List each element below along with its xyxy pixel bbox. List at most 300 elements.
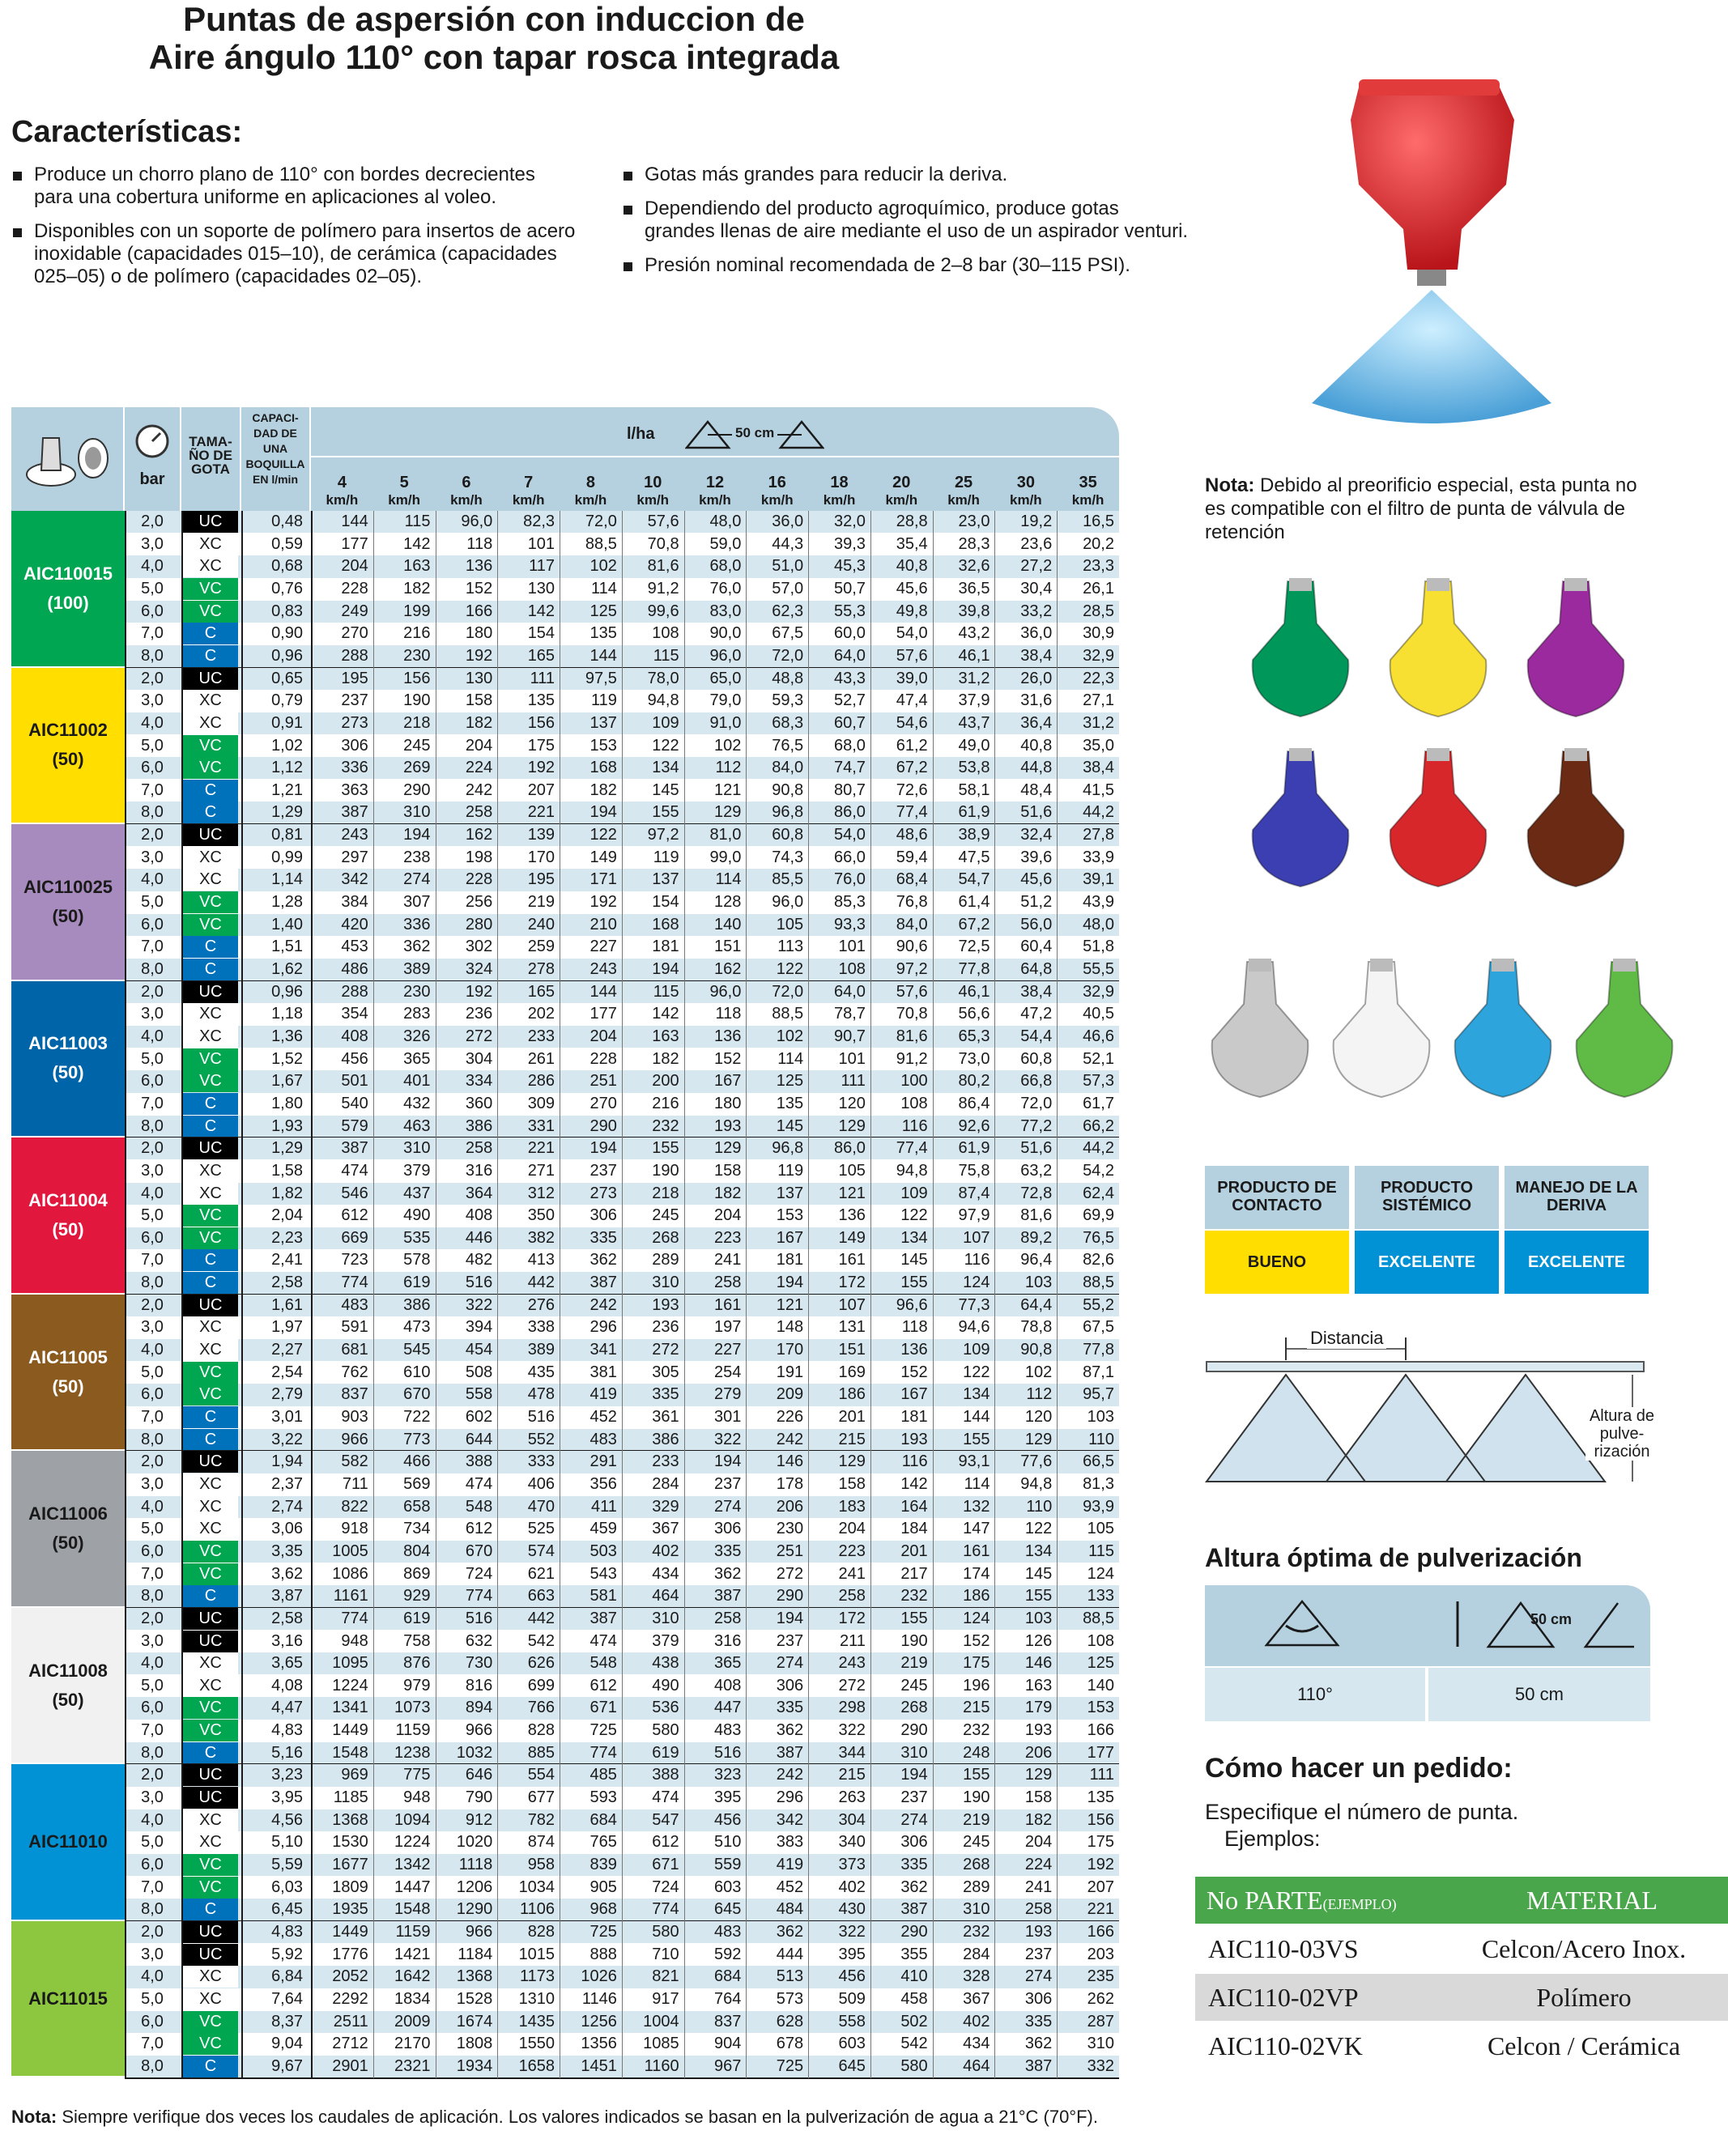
pressure-cell: 6,0: [141, 759, 164, 777]
rate-cell: 365: [714, 1654, 742, 1673]
rate-cell: 36,4: [1020, 713, 1053, 732]
rate-cell: 408: [714, 1676, 742, 1695]
rate-cell: 438: [652, 1654, 679, 1673]
capacity-cell: 1,02: [271, 736, 303, 755]
rate-cell: 85,5: [772, 870, 804, 889]
rate-cell: 38,4: [1083, 759, 1114, 777]
droplet-size-badge: C: [183, 1093, 238, 1115]
pressure-cell: 6,0: [141, 1385, 164, 1404]
pressure-cell: 8,0: [141, 1430, 164, 1448]
nozzle-group-label: AIC11005 (50): [11, 1295, 125, 1452]
nozzle-tip-image: [1563, 955, 1684, 1109]
rate-cell: 632: [465, 1631, 493, 1650]
rate-cell: 38,4: [1020, 646, 1053, 665]
rate-cell: 456: [714, 1810, 742, 1829]
rate-cell: 194: [589, 803, 617, 822]
rate-cell: 130: [527, 579, 555, 597]
rate-cell: 645: [714, 1900, 742, 1919]
capacity-cell: 0,76: [271, 579, 303, 597]
rate-cell: 170: [527, 848, 555, 866]
rate-cell: 774: [341, 1609, 368, 1627]
rate-cell: 78,7: [833, 1005, 866, 1023]
column-divider: [1057, 511, 1058, 2078]
rate-cell: 336: [403, 915, 431, 933]
rate-cell: 147: [963, 1520, 990, 1538]
pressure-cell: 5,0: [141, 1363, 164, 1381]
rate-cell: 81,6: [1020, 1206, 1053, 1225]
droplet-size-badge: XC: [183, 1316, 238, 1338]
pressure-cell: 4,0: [141, 1654, 164, 1673]
rate-cell: 194: [776, 1609, 804, 1627]
rate-cell: 335: [714, 1542, 742, 1560]
rate-cell: 35,0: [1083, 736, 1114, 755]
rate-cell: 149: [589, 848, 617, 866]
rate-cell: 111: [530, 669, 555, 687]
rate-cell: 251: [589, 1072, 617, 1091]
rate-cell: 243: [341, 826, 368, 844]
rate-cell: 581: [589, 1587, 617, 1605]
rate-cell: 289: [652, 1251, 679, 1269]
rate-cell: 190: [403, 691, 431, 710]
rate-cell: 245: [403, 736, 431, 755]
nozzle-tip-image: [1377, 575, 1498, 729]
rate-cell: 199: [403, 602, 431, 620]
rate-cell: 804: [403, 1542, 431, 1560]
rate-cell: 279: [714, 1385, 742, 1404]
rate-cell: 170: [776, 1341, 804, 1359]
rate-cell: 193: [1024, 1721, 1053, 1740]
pressure-cell: 6,0: [141, 1228, 164, 1247]
droplet-size-badge: VC: [183, 601, 238, 623]
rate-cell: 593: [589, 1788, 617, 1807]
rate-cell: 146: [776, 1452, 804, 1471]
rate-cell: 46,1: [958, 982, 990, 1001]
rate-cell: 209: [776, 1385, 804, 1404]
rate-cell: 1106: [520, 1900, 555, 1919]
capacity-cell: 5,59: [271, 1856, 303, 1873]
rate-cell: 39,6: [1020, 848, 1053, 866]
rate-cell: 39,3: [833, 534, 866, 553]
rate-cell: 226: [776, 1408, 804, 1426]
feature-item: Presión nominal recomendada de 2–8 bar (30–115 PSI).: [622, 254, 1189, 277]
rate-cell: 525: [527, 1520, 555, 1538]
pressure-cell: 8,0: [141, 1743, 164, 1762]
rate-cell: 131: [838, 1318, 866, 1337]
capacity-cell: 3,95: [271, 1788, 303, 1807]
rate-cell: 1530: [332, 1833, 368, 1852]
rate-cell: 39,0: [896, 669, 928, 687]
feature-item: Dependiendo del producto agroquímico, produce gotas grandes llenas de aire mediante el uso de un aspirador venturi.: [622, 198, 1189, 243]
rate-cell: 290: [589, 1116, 617, 1135]
rate-cell: 177: [589, 1005, 617, 1023]
pressure-cell: 7,0: [141, 1877, 164, 1896]
rate-cell: 1015: [518, 1945, 555, 1963]
rate-cell: 272: [465, 1027, 493, 1045]
rate-cell: 90,0: [709, 624, 742, 643]
rate-cell: 145: [652, 780, 679, 799]
rate-cell: 129: [838, 1452, 866, 1471]
rate-cell: 57,6: [896, 646, 928, 665]
compatibility-note: Nota: Debido al preorificio especial, esta punta no es compatible con el filtro de punta de válvula de retención: [1205, 474, 1637, 543]
rate-cell: 215: [838, 1766, 866, 1784]
column-divider: [311, 511, 313, 2078]
rate-cell: 383: [776, 1833, 804, 1852]
rate-cell: 338: [527, 1318, 555, 1337]
rate-cell: 87,4: [958, 1184, 990, 1202]
rate-cell: 181: [900, 1408, 928, 1426]
droplet-size-badge: XC: [183, 1496, 238, 1518]
rate-cell: 111: [841, 1072, 866, 1091]
rate-cell: 258: [1024, 1900, 1053, 1919]
perf-value-deriva: EXCELENTE: [1505, 1231, 1649, 1294]
rate-cell: 211: [840, 1631, 866, 1650]
speed-header: 25 km/h: [947, 474, 980, 508]
rate-cell: 66,8: [1020, 1072, 1053, 1091]
rate-cell: 96,0: [709, 982, 742, 1001]
rate-cell: 904: [714, 2035, 742, 2053]
perf-header-deriva: MANEJO DE LA DERIVA: [1505, 1166, 1649, 1229]
lha-header: l/ha 50 cm: [311, 407, 1119, 456]
rate-cell: 217: [900, 1564, 928, 1583]
rate-cell: 135: [589, 624, 617, 643]
droplet-size-badge: UC: [183, 511, 238, 533]
rate-cell: 72,0: [1020, 1094, 1053, 1112]
rate-cell: 43,2: [958, 624, 990, 643]
rate-cell: 232: [900, 1587, 928, 1605]
rate-cell: 394: [465, 1318, 493, 1337]
rate-cell: 447: [714, 1699, 742, 1717]
rate-cell: 790: [465, 1788, 493, 1807]
rate-cell: 284: [652, 1474, 679, 1493]
rate-cell: 163: [1024, 1676, 1053, 1695]
column-divider: [746, 511, 747, 2078]
rate-cell: 79,0: [709, 691, 742, 710]
rate-cell: 569: [403, 1474, 431, 1493]
rate-cell: 40,5: [1083, 1005, 1114, 1023]
droplet-size-badge: C: [183, 802, 238, 823]
capacity-cell: 3,35: [271, 1542, 303, 1560]
rate-cell: 764: [714, 1989, 742, 2008]
rate-cell: 501: [341, 1072, 368, 1091]
rate-cell: 545: [403, 1341, 431, 1359]
rate-cell: 335: [589, 1228, 617, 1247]
speed-header: 12 km/h: [699, 474, 731, 508]
rate-cell: 386: [465, 1116, 493, 1135]
rate-cell: 163: [403, 557, 431, 576]
rate-cell: 699: [527, 1676, 555, 1695]
rate-cell: 430: [838, 1900, 866, 1919]
rate-cell: 516: [527, 1408, 555, 1426]
rate-cell: 140: [1087, 1676, 1114, 1695]
capacity-cell: 0,83: [271, 602, 303, 620]
rate-cell: 158: [465, 691, 493, 710]
capacity-header: CAPACI-DAD DE UNA BOQUILLA EN l/min: [241, 407, 311, 511]
rate-cell: 379: [403, 1161, 431, 1180]
rate-cell: 44,8: [1020, 759, 1053, 777]
rate-cell: 155: [1024, 1587, 1053, 1605]
rate-cell: 305: [652, 1363, 679, 1381]
droplet-size-badge: VC: [183, 1563, 238, 1585]
rate-cell: 573: [776, 1989, 804, 2008]
rate-cell: 145: [900, 1251, 928, 1269]
capacity-cell: 1,61: [271, 1295, 303, 1314]
capacity-cell: 1,51: [271, 938, 303, 956]
droplet-size-badge: C: [183, 1585, 238, 1607]
capacity-cell: 2,37: [271, 1474, 303, 1493]
droplet-size-badge: XC: [183, 869, 238, 891]
rate-cell: 2170: [394, 2035, 431, 2053]
droplet-size-badge: C: [183, 1742, 238, 1764]
rate-cell: 111: [1089, 1766, 1114, 1784]
rate-cell: 388: [652, 1766, 679, 1784]
rate-cell: 306: [900, 1833, 928, 1852]
capacity-cell: 3,06: [271, 1520, 303, 1538]
rate-cell: 198: [465, 848, 493, 866]
pressure-cell: 2,0: [141, 512, 164, 530]
rate-cell: 51,0: [772, 557, 804, 576]
rate-cell: 91,2: [896, 1049, 928, 1068]
rate-cell: 107: [963, 1228, 990, 1247]
nozzle-group-label: AIC11002 (50): [11, 668, 125, 825]
rate-cell: 81,3: [1083, 1474, 1114, 1493]
rate-cell: 152: [900, 1363, 928, 1381]
rate-cell: 47,2: [1020, 1005, 1053, 1023]
rate-cell: 558: [838, 2012, 866, 2031]
rate-cell: 272: [652, 1341, 679, 1359]
rate-cell: 99,0: [709, 848, 742, 866]
rate-cell: 77,6: [1020, 1452, 1053, 1471]
rate-cell: 77,2: [1020, 1116, 1053, 1135]
rate-cell: 658: [403, 1497, 431, 1516]
rate-cell: 1184: [458, 1945, 493, 1963]
rate-cell: 310: [1087, 2035, 1114, 2053]
rate-cell: 603: [714, 1877, 742, 1896]
rate-cell: 223: [714, 1228, 742, 1247]
rate-cell: 389: [527, 1341, 555, 1359]
rate-cell: 929: [403, 1587, 431, 1605]
capacity-cell: 2,41: [271, 1251, 303, 1269]
rate-cell: 361: [652, 1408, 679, 1426]
rate-cell: 323: [714, 1766, 742, 1784]
nozzle-tip-image: [1377, 745, 1498, 899]
droplet-size-badge: VC: [183, 1362, 238, 1384]
rate-cell: 966: [465, 1721, 493, 1740]
rate-cell: 289: [963, 1877, 990, 1896]
rate-cell: 828: [527, 1922, 555, 1941]
rate-cell: 161: [963, 1542, 990, 1560]
capacity-cell: 1,80: [271, 1094, 303, 1112]
rate-cell: 158: [838, 1474, 866, 1493]
pressure-cell: 8,0: [141, 646, 164, 665]
rate-cell: 118: [715, 1005, 742, 1023]
rate-cell: 1160: [644, 2056, 679, 2075]
capacity-cell: 1,14: [271, 870, 303, 889]
spray-angle-icon: [1253, 1597, 1351, 1653]
rate-cell: 540: [341, 1094, 368, 1112]
rate-cell: 175: [1087, 1833, 1114, 1852]
rate-cell: 387: [900, 1900, 928, 1919]
rate-cell: 43,9: [1083, 893, 1114, 912]
rate-cell: 137: [589, 713, 617, 732]
rate-cell: 91,2: [647, 579, 679, 597]
pressure-cell: 5,0: [141, 579, 164, 597]
rate-cell: 490: [403, 1206, 431, 1225]
rate-cell: 39,1: [1083, 870, 1114, 889]
rate-cell: 453: [341, 938, 368, 956]
droplet-size-badge: VC: [183, 1720, 238, 1741]
rate-cell: 60,8: [772, 826, 804, 844]
capacity-cell: 1,12: [271, 759, 303, 777]
rate-cell: 82,6: [1083, 1251, 1114, 1269]
speed-header: 10 km/h: [636, 474, 670, 508]
rate-cell: 456: [838, 1967, 866, 1986]
rate-cell: 54,4: [1020, 1027, 1053, 1045]
rate-cell: 474: [652, 1788, 679, 1807]
rate-cell: 232: [963, 1922, 990, 1941]
rate-cell: 23,3: [1083, 557, 1114, 576]
rate-cell: 60,0: [833, 624, 866, 643]
rate-cell: 200: [652, 1072, 679, 1091]
rate-cell: 142: [652, 1005, 679, 1023]
rate-cell: 151: [838, 1341, 866, 1359]
rate-cell: 55,5: [1083, 960, 1114, 978]
rate-cell: 401: [403, 1072, 431, 1091]
rate-cell: 237: [900, 1788, 928, 1807]
pressure-cell: 5,0: [141, 736, 164, 755]
capacity-cell: 3,62: [271, 1564, 303, 1583]
rate-cell: 1934: [456, 2056, 493, 2075]
rate-cell: 151: [714, 938, 742, 956]
rate-cell: 121: [776, 1295, 804, 1314]
rate-cell: 136: [838, 1206, 866, 1225]
rate-cell: 1674: [456, 2012, 493, 2031]
rate-cell: 1034: [518, 1877, 555, 1896]
rate-cell: 232: [963, 1721, 990, 1740]
rate-cell: 114: [964, 1474, 990, 1493]
pressure-cell: 4,0: [141, 1497, 164, 1516]
rate-cell: 207: [1087, 1877, 1114, 1896]
pressure-cell: 2,0: [141, 1766, 164, 1784]
rate-cell: 180: [465, 624, 493, 643]
rate-cell: 60,4: [1020, 938, 1053, 956]
rate-cell: 144: [341, 512, 368, 530]
rate-cell: 77,8: [958, 960, 990, 978]
rate-cell: 77,4: [896, 803, 928, 822]
pressure-cell: 5,0: [141, 1049, 164, 1068]
rate-cell: 190: [963, 1788, 990, 1807]
rate-cell: 612: [341, 1206, 368, 1225]
rate-cell: 101: [838, 938, 866, 956]
rate-cell: 186: [838, 1385, 866, 1404]
rate-cell: 97,2: [896, 960, 928, 978]
rate-cell: 1073: [394, 1699, 431, 1717]
rate-cell: 194: [403, 826, 431, 844]
rate-cell: 32,9: [1083, 646, 1114, 665]
rate-cell: 88,5: [1083, 1274, 1114, 1292]
droplet-size-badge: C: [183, 1272, 238, 1294]
rate-cell: 59,0: [709, 534, 742, 553]
order-heading: Cómo hacer un pedido:: [1205, 1753, 1513, 1784]
rate-cell: 734: [403, 1520, 431, 1538]
droplet-size-badge: C: [183, 1429, 238, 1451]
capacity-cell: 1,21: [271, 780, 303, 799]
rate-cell: 558: [465, 1385, 493, 1404]
rate-cell: 966: [341, 1430, 368, 1448]
rate-cell: 273: [341, 713, 368, 732]
rate-cell: 115: [653, 646, 679, 665]
rate-cell: 166: [1087, 1922, 1114, 1941]
rate-cell: 258: [838, 1587, 866, 1605]
rate-cell: 762: [341, 1363, 368, 1381]
rate-cell: 1447: [394, 1877, 431, 1896]
rate-cell: 38,9: [958, 826, 990, 844]
rate-cell: 68,3: [772, 713, 804, 732]
rate-cell: 483: [714, 1922, 742, 1941]
rate-cell: 1094: [394, 1810, 431, 1829]
rate-cell: 547: [652, 1810, 679, 1829]
pressure-cell: 2,0: [141, 1295, 164, 1314]
rate-cell: 483: [714, 1721, 742, 1740]
rate-cell: 152: [714, 1049, 742, 1068]
rate-cell: 413: [527, 1251, 555, 1269]
rate-cell: 297: [341, 848, 368, 866]
rate-cell: 237: [341, 691, 368, 710]
rate-cell: 274: [1024, 1967, 1053, 1986]
rate-cell: 89,2: [1020, 1228, 1053, 1247]
rate-cell: 194: [589, 1139, 617, 1158]
rate-cell: 237: [589, 1161, 617, 1180]
rate-cell: 837: [714, 2012, 742, 2031]
pressure-cell: 3,0: [141, 848, 164, 866]
rate-cell: 286: [527, 1072, 555, 1091]
capacity-cell: 3,87: [271, 1587, 303, 1605]
rate-cell: 274: [714, 1497, 742, 1516]
rate-cell: 387: [341, 803, 368, 822]
rate-cell: 84,0: [896, 915, 928, 933]
rate-cell: 466: [403, 1452, 431, 1471]
pressure-cell: 3,0: [141, 1474, 164, 1493]
rate-cell: 730: [465, 1654, 493, 1673]
rate-cell: 387: [589, 1274, 617, 1292]
droplet-size-badge: VC: [183, 2033, 238, 2055]
rate-cell: 130: [465, 669, 493, 687]
rate-cell: 114: [777, 1049, 804, 1068]
column-divider: [684, 511, 685, 2078]
nozzle-tip-image: [1441, 955, 1563, 1109]
rate-cell: 60,8: [1020, 1049, 1053, 1068]
rate-cell: 135: [776, 1094, 804, 1112]
rate-cell: 969: [341, 1766, 368, 1784]
rate-cell: 310: [900, 1743, 928, 1762]
rate-cell: 48,8: [772, 669, 804, 687]
rate-cell: 152: [963, 1631, 990, 1650]
rate-cell: 290: [900, 1721, 928, 1740]
rate-cell: 125: [776, 1072, 804, 1091]
capacity-cell: 1,29: [271, 1139, 303, 1158]
rate-cell: 81,6: [647, 557, 679, 576]
droplet-size-badge: XC: [183, 847, 238, 869]
rate-cell: 592: [714, 1945, 742, 1963]
rate-cell: 1356: [581, 2035, 617, 2053]
rate-cell: 63,2: [1020, 1161, 1053, 1180]
rate-cell: 968: [589, 1900, 617, 1919]
rate-cell: 64,0: [833, 982, 866, 1001]
rate-cell: 290: [776, 1587, 804, 1605]
column-divider: [933, 511, 934, 2078]
rate-cell: 153: [1087, 1699, 1114, 1717]
capacity-cell: 1,28: [271, 893, 303, 912]
rate-cell: 40,8: [1020, 736, 1053, 755]
